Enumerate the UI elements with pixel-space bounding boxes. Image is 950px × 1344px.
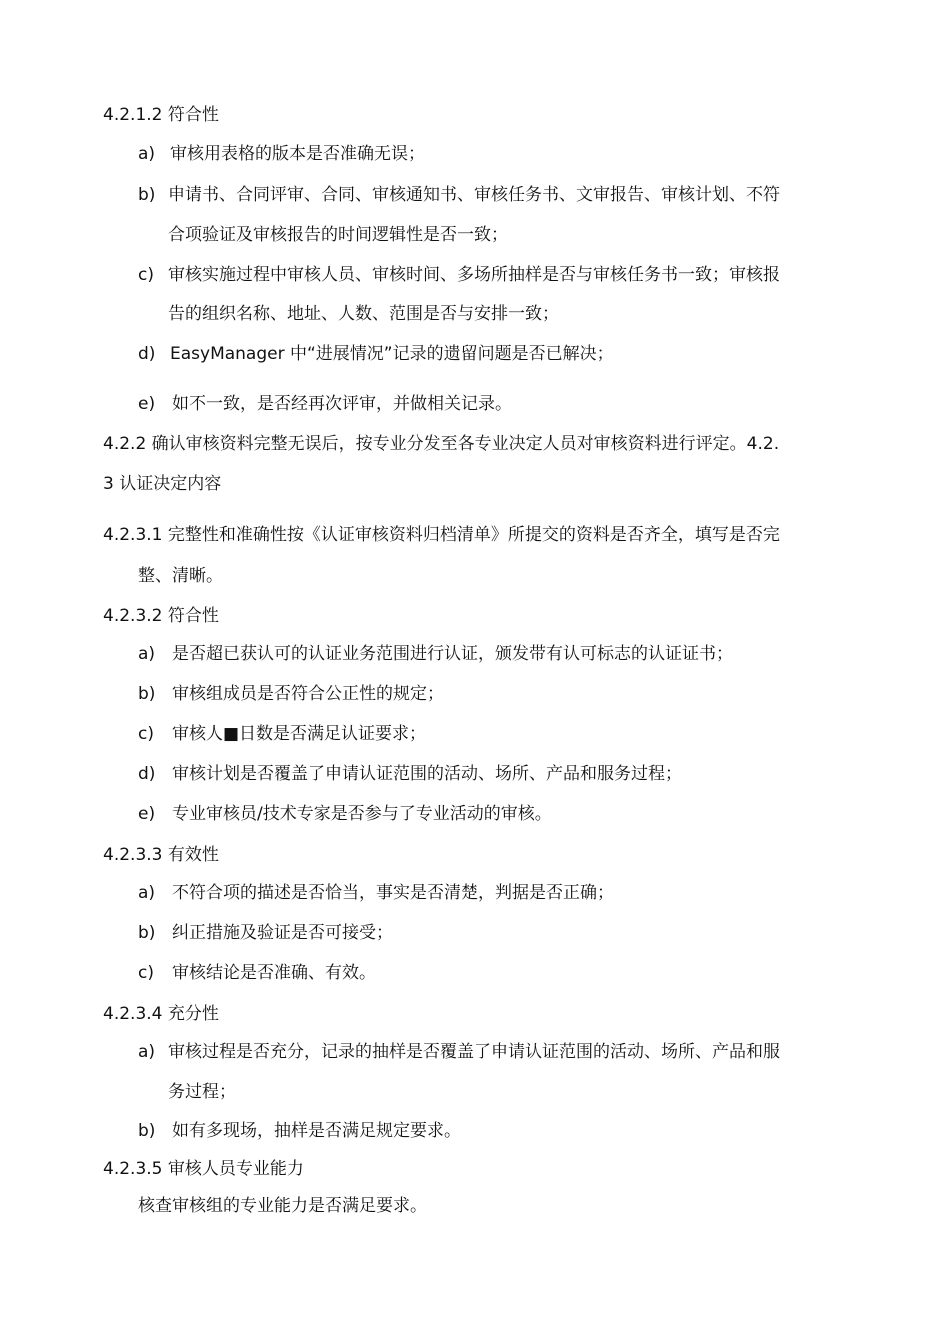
item-text: 如不一致，是否经再次评审，并做相关记录。 (172, 394, 512, 414)
item-marker: c) (138, 724, 154, 744)
section-number: 4.2.3.5 (103, 1159, 163, 1179)
list-item-a (138, 642, 733, 666)
section-title: 充分性 (167, 1004, 219, 1024)
item-marker: d) (138, 344, 156, 364)
section-title: 符合性 (167, 105, 219, 125)
item-text: 专业审核员/技术专家是否参与了专业活动的审核。 (172, 804, 552, 824)
item-text: 审核用表格的版本是否准确无误； (170, 144, 425, 164)
heading-4-2-3-4 (103, 1002, 219, 1026)
paragraph-4-2-3-5-body: 核查审核组的专业能力是否满足要求。 (138, 1196, 427, 1216)
list-item-a (138, 142, 425, 166)
item-text-line1: 申请书、合同评审、合同、审核通知书、审核任务书、文审报告、审核计划、不符 (168, 185, 780, 205)
section-title: 符合性 (167, 606, 219, 626)
item-text: 不符合项的描述是否恰当，事实是否清楚，判据是否正确； (172, 883, 614, 903)
list-item-d (138, 762, 682, 786)
paragraph-4-2-2-line2: 3 认证决定内容 (103, 474, 222, 494)
section-title: 审核人员专业能力 (167, 1159, 304, 1179)
item-text: 审核结论是否准确、有效。 (172, 963, 376, 983)
list-item-b (138, 921, 393, 945)
heading-4-2-3-2 (103, 604, 219, 628)
item-marker: a) (138, 644, 156, 664)
item-text: 审核组成员是否符合公正性的规定； (172, 684, 444, 704)
item-text: 纠正措施及验证是否可接受； (172, 923, 393, 943)
item-marker: a) (138, 883, 156, 903)
item-marker: a) (138, 144, 156, 164)
item-text: EasyManager 中“进展情况”记录的遗留问题是否已解决； (170, 344, 614, 364)
list-item-c-continuation: 告的组织名称、地址、人数、范围是否与安排一致； (168, 304, 559, 324)
list-item-b-continuation: 合项验证及审核报告的时间逻辑性是否一致； (168, 225, 508, 245)
item-marker: c) (138, 963, 154, 983)
list-item-d (138, 342, 614, 366)
list-item-e (138, 392, 512, 416)
list-item-e (138, 802, 552, 826)
list-item-a (138, 1040, 780, 1064)
heading-4-2-3-5 (103, 1157, 304, 1181)
paragraph-4-2-3-1-line1: 4.2.3.1 完整性和准确性按《认证审核资料归档清单》所提交的资料是否齐全，填写是否完 (103, 525, 780, 545)
item-marker: e) (138, 394, 156, 414)
item-text: 审核人■日数是否满足认证要求； (172, 724, 427, 744)
section-title: 有效性 (167, 845, 219, 865)
item-marker: b) (138, 684, 156, 704)
section-number: 4.2.3.3 (103, 845, 163, 865)
list-item-b (138, 682, 444, 706)
list-item-b (138, 1119, 461, 1143)
list-item-b (138, 183, 780, 207)
item-text: 是否超已获认可的认证业务范围进行认证，颁发带有认可标志的认证证书； (172, 644, 733, 664)
list-item-a (138, 881, 614, 905)
item-marker: a) (138, 1042, 156, 1062)
section-number: 4.2.3.4 (103, 1004, 163, 1024)
heading-4-2-1-2 (103, 103, 219, 127)
item-text: 审核计划是否覆盖了申请认证范围的活动、场所、产品和服务过程； (172, 764, 682, 784)
item-text-line1: 审核过程是否充分，记录的抽样是否覆盖了申请认证范围的活动、场所、产品和服 (168, 1042, 780, 1062)
item-marker: e) (138, 804, 156, 824)
list-item-c (138, 961, 376, 985)
item-marker: b) (138, 1121, 156, 1141)
list-item-a-continuation: 务过程； (168, 1082, 236, 1102)
list-item-c (138, 263, 780, 287)
section-number: 4.2.3.2 (103, 606, 163, 626)
item-marker: b) (138, 185, 156, 205)
item-marker: c) (138, 265, 154, 285)
paragraph-4-2-3-1-line2: 整、清晰。 (138, 566, 223, 586)
list-item-c (138, 722, 426, 746)
item-marker: d) (138, 764, 156, 784)
item-text: 如有多现场，抽样是否满足规定要求。 (172, 1121, 461, 1141)
item-marker: b) (138, 923, 156, 943)
section-number: 4.2.1.2 (103, 105, 163, 125)
heading-4-2-3-3 (103, 843, 219, 867)
item-text-line1: 审核实施过程中审核人员、审核时间、多场所抽样是否与审核任务书一致；审核报 (168, 265, 780, 285)
paragraph-4-2-2-line1: 4.2.2 确认审核资料完整无误后，按专业分发至各专业决定人员对审核资料进行评定。4.2. (103, 434, 780, 454)
